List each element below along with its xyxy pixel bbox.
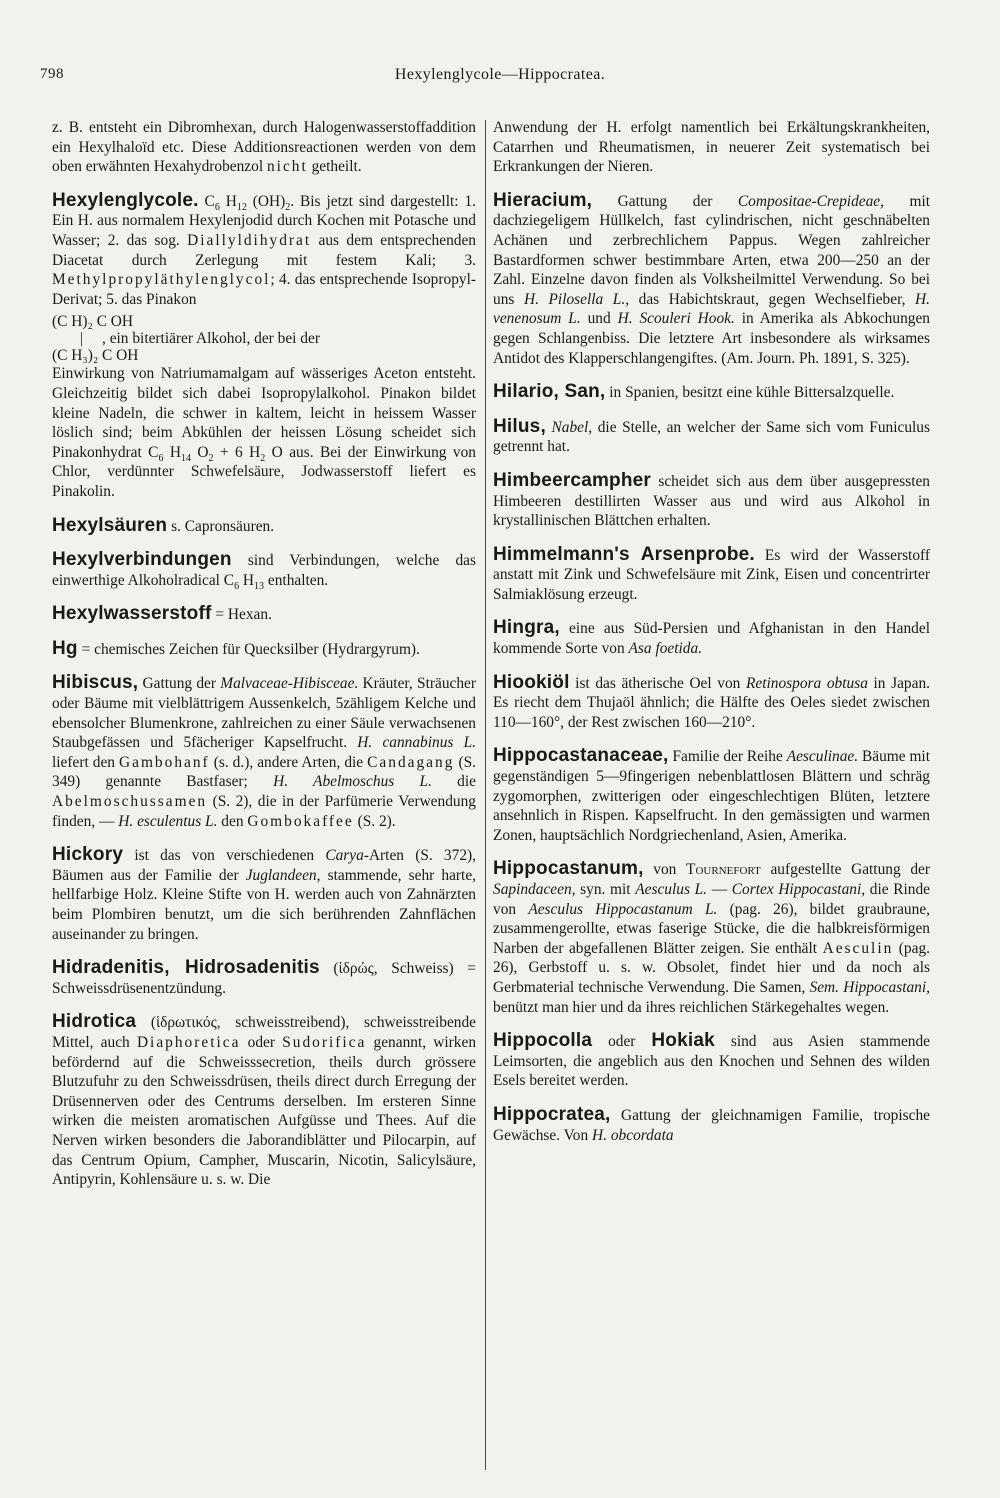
entry-continuation: z. B. entsteht ein Dibromhexan, durch Halogenwasserstoffaddition ein Hexylhaloïd etc. Diese Additionsreactionen werden von dem oben erwähnten Hexahydrobenzol nicht getheilt. (52, 119, 476, 176)
headword: Hieracium, (493, 189, 593, 211)
headword: Himbeercampher (493, 469, 652, 491)
entry-hippocastanum: Hippocastanum, von Tournefort aufgestellte Gattung der Sapindaceen, syn. mit Aesculus L. — Cortex Hippocastani, die Rinde von Aesculus Hippocastanum L. (pag. 26), bildet graubraune, zusammengerollte, etwas faserige Stücke, die die halbkreisförmigen Narben der abgefallenen Blätter zeigen. Sie enthält Aesculin (pag. 26), Gerbstoff u. s. w. Obsolet, findet hier und da noch als Gerbmaterial technische Verwendung. Die Samen, Sem. Hippocastani, benützt man hier und da ihres reichlichen Stärkegehaltes wegen. (493, 858, 931, 1016)
headword: Hibiscus, (52, 672, 139, 694)
entry-hippocastanaceae: Hippocastanaceae, Familie der Reihe Aesculinae. Bäume mit gegenständigen 5—9fingerigen nebenblattlosen Blättern und schräg zygomorphen, zwitterigen oder eingeschlechtigen Blüten, letztere ansehnlich in Rispen. Kapselfrucht. In den gemässigten und warmen Zonen, hauptsächlich Nordgriechenland, Asien, Amerika. (493, 745, 930, 844)
entry-himmelmann: Himmelmann's Arsenprobe. Es wird der Wasserstoff anstatt mit Zink und Schwefelsäure mit Zink, Eisen und concentrirter Salmiaklösung erzeugt. (493, 543, 930, 603)
headword: Hippocratea, (493, 1103, 611, 1125)
column-divider (485, 120, 486, 1470)
page-number: 798 (40, 66, 64, 82)
entry-hibiscus: Hibiscus, Gattung der Malvaceae-Hibisceae. Kräuter, Sträucher oder Bäume mit vielblättrigem Aussenkelch, 5zähligem Kelche und ebensolcher Blumenkrone, zahlreichen zu einer Säule verwachsenen Staubgefässen und 5fächeriger Kapselfrucht. H. cannabinus L. liefert den Gambohanf (s. d.), andere Arten, die Candagang (S. 349) genannte Bastfaser; H. Abelmoschus L. die Abelmoschussamen (S. 2), die in der Parfümerie Verwendung finden, — H. esculentus L. den Gombokaffee (S. 2). (52, 672, 477, 830)
headword: Hidrotica (52, 1011, 137, 1033)
headword: Hilario, San, (493, 381, 606, 403)
page-header (40, 66, 960, 90)
headword: Hidradenitis, Hidrosadenitis (52, 957, 320, 979)
entry-hidradenitis: Hidradenitis, Hidrosadenitis (ἱδρώς, Schweiss) = Schweissdrüsenentzündung. (52, 957, 476, 997)
headword: Hippocastanum, (493, 858, 644, 880)
entry-hippocolla: Hippocolla oder Hokiak sind aus Asien stammende Leimsorten, die angeblich aus den Knochen und Sehnen des wilden Esels bereitet werden. (493, 1030, 930, 1090)
entry-hg: Hg = chemisches Zeichen für Quecksilber (Hydrargyrum). (52, 637, 420, 659)
entry-hippocratea: Hippocratea, Gattung der gleichnamigen Familie, tropische Gewächse. Von H. obcordata (493, 1103, 930, 1144)
headword: Hilus, (493, 415, 546, 437)
entry-hexylsaeuren: Hexylsäuren s. Capronsäuren. (52, 514, 275, 536)
entry-hilario: Hilario, San, in Spanien, besitzt eine kühle Bittersalzquelle. (493, 381, 895, 403)
headword: Hg (52, 637, 78, 659)
headword: Hiookiöl (493, 671, 570, 693)
entry-hexylwasserstoff: Hexylwasserstoff = Hexan. (52, 603, 272, 625)
running-head: Hexylenglycole—Hippocratea. (394, 66, 606, 83)
entry-hieracium: Hieracium, Gattung der Compositae-Crepideae, mit dachziegeligem Hüllkelch, fast cylindrischen, nicht geschnäbelten Achänen und zerbrechlichem Pappus. Wegen zahlreicher Bastardformen schwer bestimmbare Arten, etwa 200—250 an der Zahl. Einzelne davon finden als Volksheilmittel Verwendung. So bei uns H. Pilosella L., das Habichtskraut, gegen Wechselfieber, H. venenosum L. und H. Scouleri Hook. in Amerika als Abkochungen gegen Schlangenbiss. Die letztere Art insbesondere als wirksames Antidot des Klapperschlangengiftes. (Am. Journ. Ph. 1891, S. 325). (493, 189, 930, 367)
left-column: z. B. entsteht ein Dibromhexan, durch Halogenwasserstoffaddition ein Hexylhaloïd etc. Diese Additionsreactionen werden von dem oben erwähnten Hexahydrobenzol nicht getheilt. Hexylenglycole. $C_6$ $H_{12}$ $(OH)_2$. Bis jetzt sind dargestellt: 1. Ein H. aus normalem Hexylenjodid durch Kochen mit Potasche und Wasser; 2. das sog. Diallyldihydrat aus dem entsprechenden Diacetat durch Zerlegung mit festem Kali; 3. Methylpropyläthylenglycol; 4. das entsprechende Isopropyl-Derivat; 5. das Pinakon (C H)₂ C OH | , ein bitertiärer Alkohol, der bei der (C H₃)₂ C OH Einwirkung von Natriumamalgam auf wässeriges Aceton entsteht. Gleichzeitig bildet sich dabei Isopropylalkohol. Pinakon bildet kleine Nadeln, die schwer in kaltem, leicht in heissem Wasser löslich sind; beim Abkühlen der heissen Lösung scheidet sich Pinakonhydrat $C_6$ $H_{14}$ $O_2 + 6$ $H_2$ O aus. Bei der Einwirkung von Chlor, verdünnter Schwefelsäure, Jodwasserstoff liefert es Pinakolin. Hexylsäuren s. Capronsäuren. Hexylverbindungen sind Verbindungen, welche das einwerthige Alkoholradical $C_6$ $H_{13}$ enthalten. Hexylwasserstoff = Hexan. Hg = chemisches Zeichen für Quecksilber (Hydrargyrum). Hibiscus, Gattung der Malvaceae-Hibisceae. Kräuter, Sträucher oder Bäume mit vielblättrigem Aussenkelch, 5zähligem Kelche und ebensolcher Blumenkrone, zahlreichen zu einer Säule verwachsenen Staubgefässen und 5fächeriger Kapselfrucht. H. cannabinus L. liefert den Gambohanf (s. d.), andere Arten, die Candagang (S. 349) genannte Bastfaser; H. Abelmoschus L. die Abelmoschussamen (S. 2), die in der Parfümerie Verwendung finden, — H. esculentus L. den Gombokaffee (S. 2). Hickory ist das von verschiedenen Carya-Arten (S. 372), Bäumen aus der Familie der Juglandeen, stammende, sehr harte, hellfarbige Holz. Kleine Stifte von H. werden auch von Zahnärzten beim Plombiren benutzt, um die sich berührenden Zahnflächen auseinander zu bringen. Hidradenitis, Hidrosadenitis (ἱδρώς, Schweiss) = Schweissdrüsenentzündung. Hidrotica (ἱδρωτικός, schweisstreibend), schweisstreibende Mittel, auch Diaphoretica oder Sudorifica genannt, wirken befördernd auf die Schweisssecretion, theils durch grössere Blutzufuhr zu den Schweissdrüsen, theils direct durch Erregung der Drüsennerven oder des Centrums derselben. Im ersteren Sinne wirken die meisten aromatischen Aufgüsse und Thees. Auf die Nerven wirken besonders die Jaborandiblätter und Pilocarpin, auf das Centrum Opium, Campher, Muscarin, Nicotin, Salicylsäure, Antipyrin, Kohlensäure u. s. w. Die (52, 119, 477, 1189)
entry-hickory: Hickory ist das von verschiedenen Carya-Arten (S. 372), Bäumen aus der Familie der Juglandeen, stammende, sehr harte, hellfarbige Holz. Kleine Stifte von H. werden auch von Zahnärzten beim Plombiren benutzt, um die sich berührenden Zahnflächen auseinander zu bringen. (52, 844, 476, 943)
pinakon-formula: (C H)₂ C OH | , ein bitertiärer Alkohol, der bei der (C H₃)₂ C OH (52, 313, 320, 365)
entry-hidrotica: Hidrotica (ἱδρωτικός, schweisstreibend), schweisstreibende Mittel, auch Diaphoretica oder Sudorifica genannt, wirken befördernd auf die Schweisssecretion, theils durch grössere Blutzufuhr zu den Schweissdrüsen, theils direct durch Erregung der Drüsennerven oder des Centrums derselben. Im ersteren Sinne wirken die meisten aromatischen Aufgüsse und Thees. Auf die Nerven wirken besonders die Jaborandiblätter und Pilocarpin, auf das Centrum Opium, Campher, Muscarin, Nicotin, Salicylsäure, Antipyrin, Kohlensäure u. s. w. Die (52, 1011, 477, 1189)
headword: Hexylwasserstoff (52, 603, 212, 625)
headword: Hickory (52, 844, 124, 866)
headword: Hexylenglycole. (52, 189, 199, 211)
right-column (493, 118, 930, 1145)
entry-hexylenglycole: Hexylenglycole. $C_6$ $H_{12}$ $(OH)_2$. Bis jetzt sind dargestellt: 1. Ein H. aus normalem Hexylenjodid durch Kochen mit Potasche und Wasser; 2. das sog. Diallyldihydrat aus dem entsprechenden Diacetat durch Zerlegung mit festem Kali; 3. Methylpropyläthylenglycol; 4. das entsprechende Isopropyl-Derivat; 5. das Pinakon (52, 189, 476, 308)
headword: Hexylsäuren (52, 514, 168, 536)
entry-himbeercampher: Himbeercampher scheidet sich aus dem über ausgepressten Himbeeren destillirten Wasser aus und wird aus Alkohol in krystallinischen Blättchen erhalten. (493, 469, 930, 530)
entry-hiokioel: Hiookiöl ist das ätherische Oel von Retinospora obtusa in Japan. Es riecht dem Thujaöl ähnlich; die Hälfte des Oeles siedet zwischen 110—160°, der Rest zwischen 160—210°. (493, 671, 930, 731)
headword: Hokiak (651, 1030, 715, 1052)
headword: Hippocolla (493, 1030, 593, 1052)
entry-hexylverbindungen: Hexylverbindungen sind Verbindungen, welche das einwerthige Alkoholradical $C_6$ $H_{13}$ enthalten. (52, 549, 476, 592)
entry-hilus: Hilus, Nabel, die Stelle, an welcher der Same sich vom Funiculus getrennt hat. (493, 415, 930, 456)
headword: Hingra, (493, 617, 560, 639)
headword: Hexylverbindungen (52, 549, 232, 571)
entry-continuation: Anwendung der H. erfolgt namentlich bei Erkältungskrankheiten, Catarrhen und Rheumatismen, in neuerer Zeit systematisch bei Erkrankungen der Nieren. (493, 119, 930, 176)
headword: Himmelmann's Arsenprobe. (493, 543, 755, 565)
headword: Hippocastanaceae, (493, 745, 669, 767)
entry-hingra: Hingra, eine aus Süd-Persien und Afghanistan in den Handel kommende Sorte von Asa foetida. (493, 617, 930, 658)
